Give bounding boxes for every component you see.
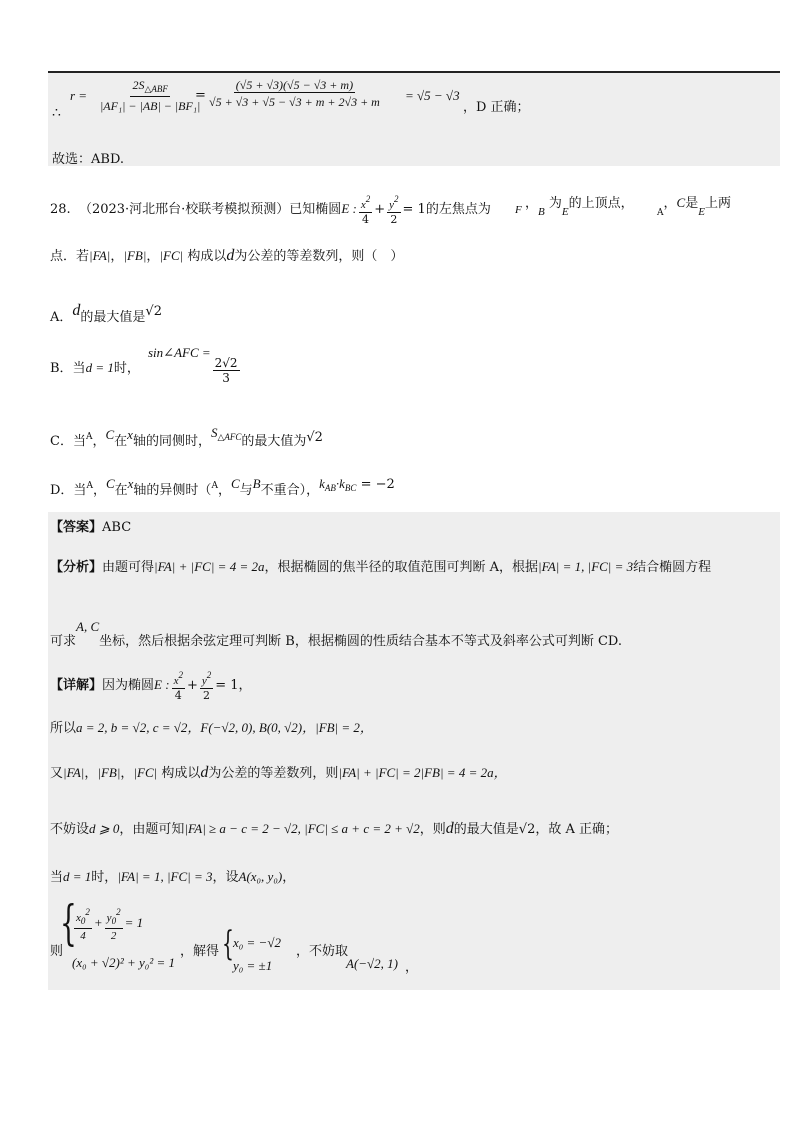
solution-x: x₀ = −√2: [233, 935, 281, 950]
system-eq-2: (x₀ + √2)² + y₀² = 1: [72, 955, 175, 970]
detail-line-1: 【详解】因为椭圆E : $\frac{x^2}{4}$ + $\frac{y^2}{2}$ = 1，: [50, 670, 252, 702]
d-correct-text: ，D 正确；: [463, 100, 530, 115]
choice-text: 故选：ABD.: [52, 152, 125, 167]
option-d: D．当$^A$，C在x轴的异侧时（$^A$，C与B不重合），$k_{AB}\cdot k_{BC} = -2$: [50, 476, 395, 498]
wlog2-text: ，不妨取: [296, 944, 349, 959]
focus-F: F: [515, 204, 522, 216]
detail-line-5: 当d = 1时，|FA| = 1, |FC| = 3，设A(x₀, y₀)，: [50, 869, 296, 885]
solution-brace: {: [222, 924, 234, 964]
end-comma: ，: [405, 960, 419, 975]
a-solution: A(−√2, 1): [346, 956, 399, 971]
r-fraction-1: $\frac{2S_{\triangle ABF}}{\text{|AF₁| − |AB| − |BF₁|}}$: [100, 78, 201, 113]
r-formula-left: r =: [70, 88, 88, 103]
solve-text: ，解得: [180, 944, 220, 959]
solution-y: y₀ = ±1: [233, 958, 273, 973]
question-line-1: 28. （2023·河北邢台·校联考模拟预测）已知椭圆E : $\frac{x^2}{4}$ + $\frac{y^2}{2}$ = 1的左焦点为: [50, 194, 491, 226]
question-line-2: 点．若|FA|，|FB|，|FC| 构成以d为公差的等差数列，则（ ）: [50, 247, 404, 264]
r-fraction-2: $\frac{(√5 + √3)(√5 - √3 + m)}{√5 + √3 + √5 - √3 + m + 2√3 + m}$: [209, 78, 380, 109]
answer-label: 【答案】: [50, 520, 103, 535]
question-number: 28.: [50, 202, 71, 217]
detail-line-2: 所以a = 2, b = √2, c = √2，F(−√2, 0), B(0, √2)，|FB| = 2，: [50, 720, 373, 736]
analysis-line-1: 【分析】由题可得|FA| + |FC| = 4 = 2a，根据椭圆的焦半径的取值范围可判断 A，根据|FA| = 1, |FC| = 3结合椭圆方程: [50, 559, 712, 575]
b-label-text: ，$_B$ 为$_E$的上顶点，: [525, 196, 634, 218]
therefore-symbol: ∴: [52, 105, 61, 121]
system-brace: {: [60, 895, 77, 951]
then-text: 则: [50, 944, 64, 959]
a-c-text: $_A$，C是$_E$上两: [657, 195, 731, 218]
detail-line-4: 不妨设d ⩾ 0，由题可知|FA| ≥ a − c = 2 − √2, |FC| ≤ a + c = 2 + √2，则d的最大值是√2，故 A 正确；: [50, 820, 619, 837]
answer-block: [48, 512, 780, 990]
option-b: B．当d = 1时，: [50, 360, 140, 376]
answer-value: ABC: [102, 520, 132, 535]
option-c: C．当$^A$，C在x轴的同侧时，$S_{\triangle AFC}$的最大值为√2: [50, 425, 323, 449]
detail-line-3: 又|FA|，|FB|，|FC| 构成以d为公差的等差数列，则|FA| + |FC| = 2|FB| = 4 = 2a，: [50, 764, 507, 781]
question-source: （2023·河北邢台·校联考模拟预测）已知椭圆: [78, 202, 342, 217]
system-eq-1: $\frac{x_0^2}{4}$ + $\frac{y_0^2}{2}$ = 1: [76, 907, 144, 942]
option-a: A．d的最大值是√2: [50, 302, 162, 325]
option-b-formula: sin∠AFC = $\frac{2√2}{3}$: [148, 345, 238, 385]
analysis-line-2: 可求A, C坐标，然后根据余弦定理可判断 B，根据椭圆的性质结合基本不等式及斜率公式可判断 CD.: [50, 619, 622, 649]
answer-line: [50, 516, 131, 535]
r-result: = √5 − √3: [405, 88, 460, 103]
